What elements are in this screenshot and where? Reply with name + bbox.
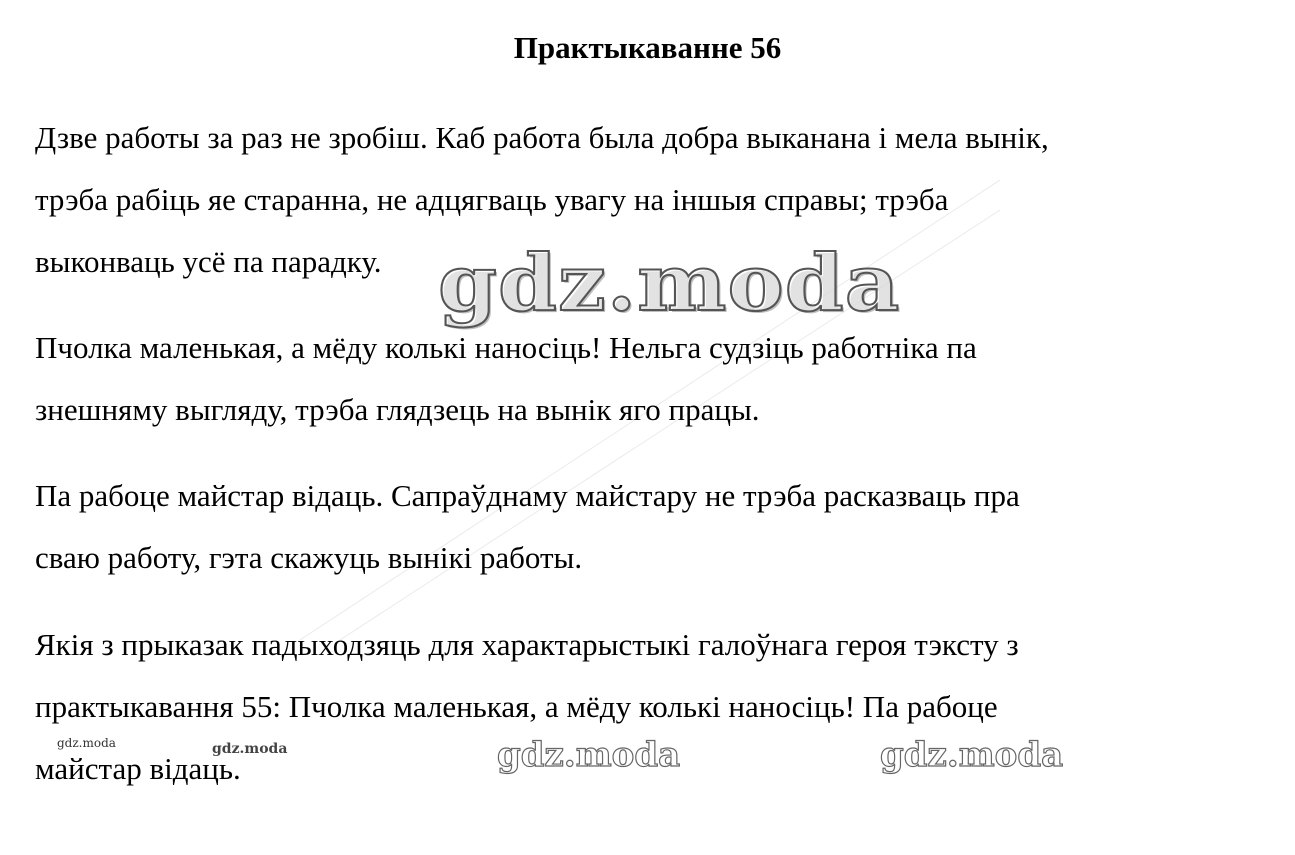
paragraph-3 (35, 465, 1265, 589)
text-line: майстар відаць. (35, 751, 241, 786)
text-line: знешняму выгляду, трэба глядзець на вынік яго працы. (35, 392, 760, 427)
text-line: сваю работу, гэта скажуць вынікі работы. (35, 540, 583, 575)
paragraph-2 (35, 317, 1265, 441)
paragraph-1 (35, 107, 1265, 293)
text-line: трэба рабіць яе старанна, не адцягваць увагу на іншыя справы; трэба (35, 182, 949, 217)
text-line: выконваць усё па парадку. (35, 244, 382, 279)
page-title: Практыкаванне 56 (513, 30, 782, 65)
text-line: Якія з прыказак падыходзяць для характарыстыкі галоўнага героя тэксту з (35, 627, 1019, 662)
watermark-logo-large: gdz.moda (438, 238, 901, 329)
watermark-logo-small: gdz.moda (57, 736, 116, 750)
watermark-logo: gdz.moda (497, 735, 681, 775)
text-line: Па рабоце майстар відаць. Сапраўднаму майстару не трэба расказваць пра (35, 478, 1020, 513)
watermark-logo: gdz.moda (880, 735, 1064, 775)
text-line: практыкавання 55: Пчолка маленькая, а мёду колькі наносіць! Па рабоце (35, 689, 998, 724)
text-line: Пчолка маленькая, а мёду колькі наносіць! Нельга судзіць работніка па (35, 330, 977, 365)
paragraph-4 (35, 614, 1265, 800)
text-line: Дзве работы за раз не зробіш. Каб работа была добра выканана і мела вынік, (35, 120, 1049, 155)
watermark-logo-small: gdz.moda (212, 741, 288, 757)
